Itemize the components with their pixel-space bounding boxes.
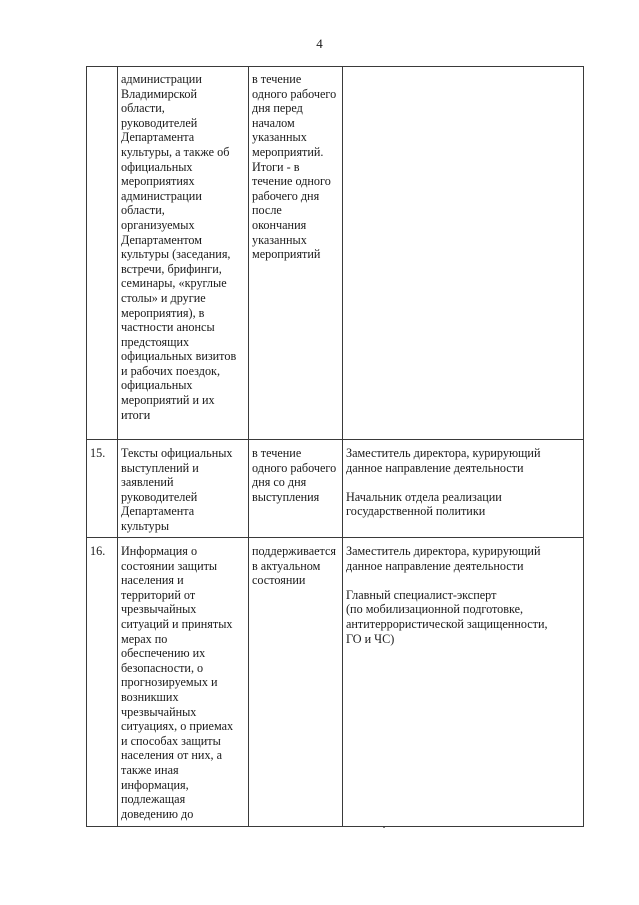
scan-dot	[383, 827, 385, 828]
responsible-cell: Заместитель директора, курирующий данное направление деятельности Начальник отдела реализации государственной политики	[343, 440, 584, 538]
row-number: 15.	[87, 440, 118, 538]
row-number	[87, 67, 118, 440]
info-cell: Тексты официальных выступлений и заявлений руководителей Департамента культуры	[118, 440, 249, 538]
responsible-cell: Заместитель директора, курирующий данное направление деятельности Главный специалист-эксперт (по мобилизационной подготовке, антитеррористической защищенности, ГО и ЧС)	[343, 538, 584, 827]
responsible-cell	[343, 67, 584, 440]
info-cell: Информация о состоянии защиты населения и территорий от чрезвычайных ситуаций и принятых мерах по обеспечению их безопасности, о прогнозируемых и возникших чрезвычайных ситуациях, о приемах и способах защиты населения от них, а также иная информация, подлежащая доведению до	[118, 538, 249, 827]
page-number: 4	[316, 36, 323, 51]
document-table	[86, 66, 584, 827]
info-cell: администрации Владимирской области, руководителей Департамента культуры, а также об официальных мероприятиях администрации области, организуемых Департаментом культуры (заседания, встречи, брифинги, семинары, «круглые столы» и другие мероприятия), в частности анонсы предстоящих официальных визитов и рабочих поездок, официальных мероприятий и их итоги	[118, 67, 249, 440]
table-row	[87, 67, 584, 440]
row-number: 16.	[87, 538, 118, 827]
period-cell: поддерживается в актуальном состоянии	[249, 538, 343, 827]
period-cell: в течение одного рабочего дня перед началом указанных мероприятий. Итоги - в течение одного рабочего дня после окончания указанных мероприятий	[249, 67, 343, 440]
period-cell: в течение одного рабочего дня со дня выступления	[249, 440, 343, 538]
table-row	[87, 538, 584, 827]
table-row	[87, 440, 584, 538]
